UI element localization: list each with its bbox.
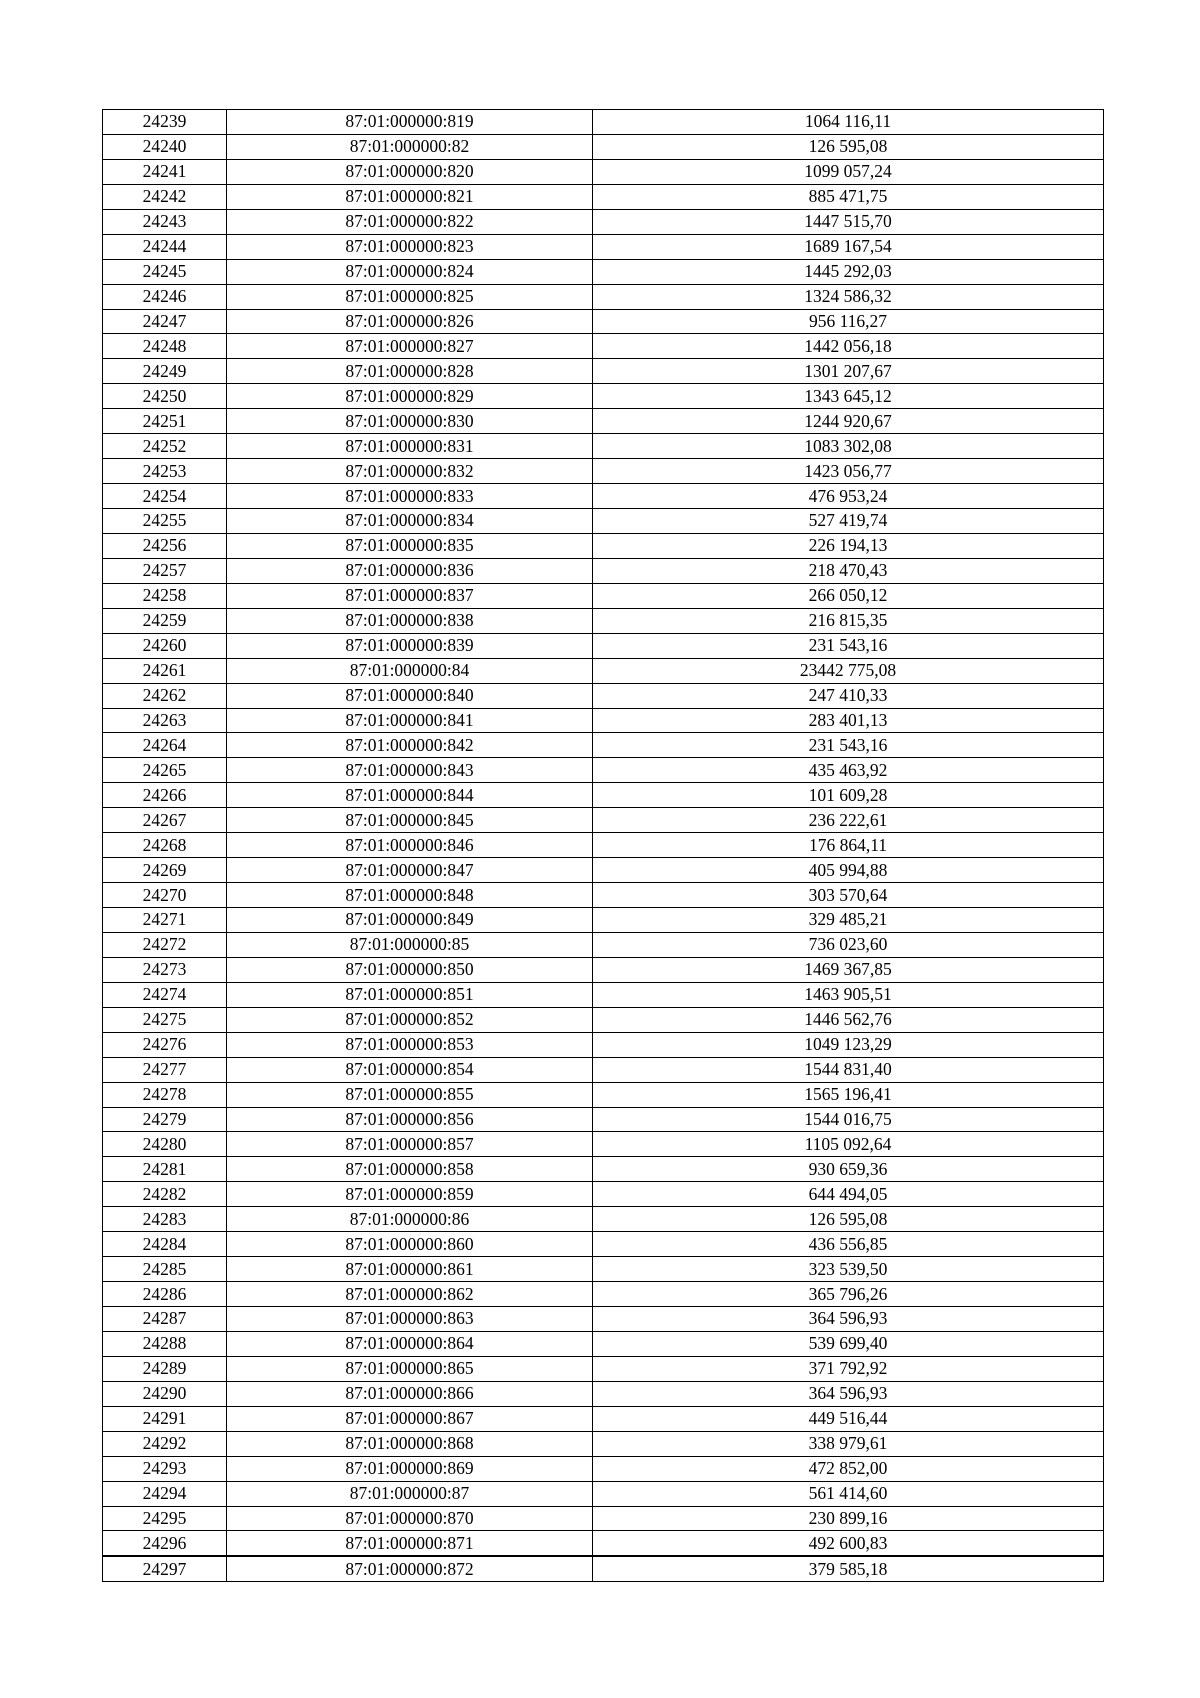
cadastral-number-cell: 87:01:000000:835 bbox=[227, 533, 593, 558]
table-row bbox=[103, 883, 1104, 908]
row-number-cell: 24268 bbox=[103, 833, 227, 858]
table-row bbox=[103, 159, 1104, 184]
cadastral-number-cell: 87:01:000000:836 bbox=[227, 558, 593, 583]
table-row bbox=[103, 334, 1104, 359]
cadastral-number-cell: 87:01:000000:857 bbox=[227, 1132, 593, 1157]
cadastral-number-cell: 87:01:000000:820 bbox=[227, 159, 593, 184]
table-row bbox=[103, 708, 1104, 733]
cadastral-number-cell: 87:01:000000:82 bbox=[227, 134, 593, 159]
cadastral-value-cell: 1099 057,24 bbox=[593, 159, 1104, 184]
cadastral-value-cell: 539 699,40 bbox=[593, 1331, 1104, 1356]
table-row bbox=[103, 1032, 1104, 1057]
cadastral-number-cell: 87:01:000000:840 bbox=[227, 683, 593, 708]
cadastral-number-cell: 87:01:000000:846 bbox=[227, 833, 593, 858]
cadastral-value-cell: 405 994,88 bbox=[593, 858, 1104, 883]
cadastral-number-cell: 87:01:000000:859 bbox=[227, 1182, 593, 1207]
row-number-cell: 24276 bbox=[103, 1032, 227, 1057]
row-number-cell: 24280 bbox=[103, 1132, 227, 1157]
cadastral-value-cell: 1083 302,08 bbox=[593, 434, 1104, 459]
table-row bbox=[103, 1331, 1104, 1356]
cadastral-number-cell: 87:01:000000:823 bbox=[227, 234, 593, 259]
row-number-cell: 24240 bbox=[103, 134, 227, 159]
row-number-cell: 24253 bbox=[103, 459, 227, 484]
cadastral-value-cell: 1469 367,85 bbox=[593, 957, 1104, 982]
table-row bbox=[103, 633, 1104, 658]
row-number-cell: 24259 bbox=[103, 608, 227, 633]
row-number-cell: 24294 bbox=[103, 1481, 227, 1506]
table-body bbox=[103, 110, 1104, 1582]
cadastral-number-cell: 87:01:000000:856 bbox=[227, 1107, 593, 1132]
table-row bbox=[103, 1182, 1104, 1207]
cadastral-number-cell: 87:01:000000:851 bbox=[227, 982, 593, 1007]
cadastral-number-cell: 87:01:000000:841 bbox=[227, 708, 593, 733]
table-row bbox=[103, 1456, 1104, 1481]
cadastral-number-cell: 87:01:000000:862 bbox=[227, 1282, 593, 1307]
table-row bbox=[103, 1207, 1104, 1232]
cadastral-number-cell: 87:01:000000:832 bbox=[227, 459, 593, 484]
table-row bbox=[103, 758, 1104, 783]
row-number-cell: 24257 bbox=[103, 558, 227, 583]
row-number-cell: 24286 bbox=[103, 1282, 227, 1307]
row-number-cell: 24282 bbox=[103, 1182, 227, 1207]
cadastral-number-cell: 87:01:000000:830 bbox=[227, 409, 593, 434]
cadastral-value-cell: 1423 056,77 bbox=[593, 459, 1104, 484]
table-row bbox=[103, 309, 1104, 334]
row-number-cell: 24283 bbox=[103, 1207, 227, 1232]
cadastral-value-cell: 930 659,36 bbox=[593, 1157, 1104, 1182]
cadastral-number-cell: 87:01:000000:827 bbox=[227, 334, 593, 359]
cadastral-value-cell: 1324 586,32 bbox=[593, 284, 1104, 309]
table-row bbox=[103, 509, 1104, 534]
cadastral-number-cell: 87:01:000000:87 bbox=[227, 1481, 593, 1506]
row-number-cell: 24272 bbox=[103, 932, 227, 957]
table-row bbox=[103, 1381, 1104, 1406]
cadastral-number-cell: 87:01:000000:868 bbox=[227, 1431, 593, 1456]
row-number-cell: 24248 bbox=[103, 334, 227, 359]
cadastral-number-cell: 87:01:000000:833 bbox=[227, 484, 593, 509]
cadastral-value-cell: 216 815,35 bbox=[593, 608, 1104, 633]
cadastral-number-cell: 87:01:000000:839 bbox=[227, 633, 593, 658]
row-number-cell: 24252 bbox=[103, 434, 227, 459]
cadastral-number-cell: 87:01:000000:825 bbox=[227, 284, 593, 309]
table-row bbox=[103, 1257, 1104, 1282]
table-row bbox=[103, 234, 1104, 259]
cadastral-number-cell: 87:01:000000:871 bbox=[227, 1531, 593, 1556]
cadastral-value-cell: 1445 292,03 bbox=[593, 259, 1104, 284]
cadastral-value-cell: 236 222,61 bbox=[593, 808, 1104, 833]
row-number-cell: 24255 bbox=[103, 509, 227, 534]
table-row bbox=[103, 957, 1104, 982]
cadastral-value-cell: 644 494,05 bbox=[593, 1182, 1104, 1207]
row-number-cell: 24270 bbox=[103, 883, 227, 908]
row-number-cell: 24256 bbox=[103, 533, 227, 558]
cadastral-value-cell: 1689 167,54 bbox=[593, 234, 1104, 259]
cadastral-value-cell: 329 485,21 bbox=[593, 908, 1104, 933]
table-row bbox=[103, 1356, 1104, 1381]
table-row bbox=[103, 858, 1104, 883]
cadastral-number-cell: 87:01:000000:864 bbox=[227, 1331, 593, 1356]
cadastral-number-cell: 87:01:000000:867 bbox=[227, 1406, 593, 1431]
row-number-cell: 24274 bbox=[103, 982, 227, 1007]
cadastral-value-cell: 435 463,92 bbox=[593, 758, 1104, 783]
cadastral-value-cell: 1544 016,75 bbox=[593, 1107, 1104, 1132]
cadastral-value-cell: 436 556,85 bbox=[593, 1232, 1104, 1257]
table-row bbox=[103, 1232, 1104, 1257]
cadastral-number-cell: 87:01:000000:834 bbox=[227, 509, 593, 534]
cadastral-value-cell: 176 864,11 bbox=[593, 833, 1104, 858]
cadastral-value-cell: 492 600,83 bbox=[593, 1531, 1104, 1556]
cadastral-number-cell: 87:01:000000:850 bbox=[227, 957, 593, 982]
table-row bbox=[103, 1431, 1104, 1456]
cadastral-value-cell: 476 953,24 bbox=[593, 484, 1104, 509]
cadastral-value-cell: 1565 196,41 bbox=[593, 1082, 1104, 1107]
cadastral-number-cell: 87:01:000000:872 bbox=[227, 1556, 593, 1581]
row-number-cell: 24261 bbox=[103, 658, 227, 683]
table-row bbox=[103, 184, 1104, 209]
cadastral-number-cell: 87:01:000000:855 bbox=[227, 1082, 593, 1107]
cadastral-value-cell: 885 471,75 bbox=[593, 184, 1104, 209]
table-row bbox=[103, 1157, 1104, 1182]
row-number-cell: 24260 bbox=[103, 633, 227, 658]
cadastral-value-cell: 230 899,16 bbox=[593, 1506, 1104, 1531]
table-row bbox=[103, 434, 1104, 459]
cadastral-value-cell: 303 570,64 bbox=[593, 883, 1104, 908]
row-number-cell: 24258 bbox=[103, 583, 227, 608]
cadastral-value-cell: 101 609,28 bbox=[593, 783, 1104, 808]
table-row bbox=[103, 384, 1104, 409]
row-number-cell: 24239 bbox=[103, 110, 227, 135]
row-number-cell: 24263 bbox=[103, 708, 227, 733]
table-row bbox=[103, 1007, 1104, 1032]
cadastral-number-cell: 87:01:000000:863 bbox=[227, 1307, 593, 1332]
row-number-cell: 24243 bbox=[103, 209, 227, 234]
cadastral-value-cell: 1244 920,67 bbox=[593, 409, 1104, 434]
cadastral-value-cell: 23442 775,08 bbox=[593, 658, 1104, 683]
table-row bbox=[103, 1057, 1104, 1082]
cadastral-value-cell: 364 596,93 bbox=[593, 1307, 1104, 1332]
cadastral-number-cell: 87:01:000000:86 bbox=[227, 1207, 593, 1232]
row-number-cell: 24242 bbox=[103, 184, 227, 209]
cadastral-value-cell: 1447 515,70 bbox=[593, 209, 1104, 234]
row-number-cell: 24278 bbox=[103, 1082, 227, 1107]
table-row bbox=[103, 209, 1104, 234]
row-number-cell: 24291 bbox=[103, 1406, 227, 1431]
cadastral-number-cell: 87:01:000000:85 bbox=[227, 932, 593, 957]
cadastral-value-cell: 1442 056,18 bbox=[593, 334, 1104, 359]
cadastral-value-cell: 364 596,93 bbox=[593, 1381, 1104, 1406]
table-row bbox=[103, 1481, 1104, 1506]
cadastral-number-cell: 87:01:000000:854 bbox=[227, 1057, 593, 1082]
row-number-cell: 24279 bbox=[103, 1107, 227, 1132]
cadastral-number-cell: 87:01:000000:819 bbox=[227, 110, 593, 135]
cadastral-number-cell: 87:01:000000:858 bbox=[227, 1157, 593, 1182]
cadastral-number-cell: 87:01:000000:860 bbox=[227, 1232, 593, 1257]
table-row bbox=[103, 284, 1104, 309]
table-row bbox=[103, 1082, 1104, 1107]
table-row bbox=[103, 259, 1104, 284]
cadastral-number-cell: 87:01:000000:865 bbox=[227, 1356, 593, 1381]
row-number-cell: 24246 bbox=[103, 284, 227, 309]
row-number-cell: 24266 bbox=[103, 783, 227, 808]
table-row bbox=[103, 982, 1104, 1007]
row-number-cell: 24297 bbox=[103, 1556, 227, 1581]
cadastral-number-cell: 87:01:000000:84 bbox=[227, 658, 593, 683]
row-number-cell: 24265 bbox=[103, 758, 227, 783]
cadastral-value-table bbox=[102, 109, 1104, 1582]
cadastral-value-cell: 226 194,13 bbox=[593, 533, 1104, 558]
cadastral-number-cell: 87:01:000000:837 bbox=[227, 583, 593, 608]
row-number-cell: 24249 bbox=[103, 359, 227, 384]
cadastral-value-cell: 1446 562,76 bbox=[593, 1007, 1104, 1032]
row-number-cell: 24250 bbox=[103, 384, 227, 409]
table-row bbox=[103, 908, 1104, 933]
cadastral-value-cell: 736 023,60 bbox=[593, 932, 1104, 957]
row-number-cell: 24296 bbox=[103, 1531, 227, 1556]
cadastral-number-cell: 87:01:000000:861 bbox=[227, 1257, 593, 1282]
table-row bbox=[103, 733, 1104, 758]
row-number-cell: 24264 bbox=[103, 733, 227, 758]
cadastral-number-cell: 87:01:000000:843 bbox=[227, 758, 593, 783]
cadastral-value-cell: 1343 645,12 bbox=[593, 384, 1104, 409]
cadastral-value-cell: 247 410,33 bbox=[593, 683, 1104, 708]
table-row bbox=[103, 683, 1104, 708]
cadastral-number-cell: 87:01:000000:838 bbox=[227, 608, 593, 633]
cadastral-value-cell: 449 516,44 bbox=[593, 1406, 1104, 1431]
cadastral-value-cell: 371 792,92 bbox=[593, 1356, 1104, 1381]
cadastral-value-cell: 1049 123,29 bbox=[593, 1032, 1104, 1057]
row-number-cell: 24269 bbox=[103, 858, 227, 883]
cadastral-value-cell: 323 539,50 bbox=[593, 1257, 1104, 1282]
table-row bbox=[103, 459, 1104, 484]
cadastral-number-cell: 87:01:000000:824 bbox=[227, 259, 593, 284]
cadastral-value-cell: 1105 092,64 bbox=[593, 1132, 1104, 1157]
cadastral-number-cell: 87:01:000000:822 bbox=[227, 209, 593, 234]
cadastral-value-cell: 379 585,18 bbox=[593, 1556, 1104, 1581]
cadastral-value-cell: 218 470,43 bbox=[593, 558, 1104, 583]
cadastral-value-cell: 527 419,74 bbox=[593, 509, 1104, 534]
row-number-cell: 24254 bbox=[103, 484, 227, 509]
table-row bbox=[103, 783, 1104, 808]
row-number-cell: 24293 bbox=[103, 1456, 227, 1481]
table-row bbox=[103, 1307, 1104, 1332]
row-number-cell: 24275 bbox=[103, 1007, 227, 1032]
row-number-cell: 24245 bbox=[103, 259, 227, 284]
row-number-cell: 24267 bbox=[103, 808, 227, 833]
row-number-cell: 24289 bbox=[103, 1356, 227, 1381]
cadastral-number-cell: 87:01:000000:852 bbox=[227, 1007, 593, 1032]
cadastral-number-cell: 87:01:000000:821 bbox=[227, 184, 593, 209]
cadastral-number-cell: 87:01:000000:849 bbox=[227, 908, 593, 933]
table-row bbox=[103, 608, 1104, 633]
cadastral-number-cell: 87:01:000000:831 bbox=[227, 434, 593, 459]
cadastral-value-cell: 1463 905,51 bbox=[593, 982, 1104, 1007]
cadastral-value-cell: 365 796,26 bbox=[593, 1282, 1104, 1307]
row-number-cell: 24251 bbox=[103, 409, 227, 434]
cadastral-value-cell: 231 543,16 bbox=[593, 733, 1104, 758]
table-row bbox=[103, 1531, 1104, 1556]
row-number-cell: 24273 bbox=[103, 957, 227, 982]
row-number-cell: 24244 bbox=[103, 234, 227, 259]
table-row bbox=[103, 484, 1104, 509]
row-number-cell: 24247 bbox=[103, 309, 227, 334]
cadastral-number-cell: 87:01:000000:844 bbox=[227, 783, 593, 808]
cadastral-number-cell: 87:01:000000:828 bbox=[227, 359, 593, 384]
table-row bbox=[103, 359, 1104, 384]
cadastral-value-cell: 231 543,16 bbox=[593, 633, 1104, 658]
table-row bbox=[103, 833, 1104, 858]
cadastral-value-cell: 338 979,61 bbox=[593, 1431, 1104, 1456]
row-number-cell: 24287 bbox=[103, 1307, 227, 1332]
table-row bbox=[103, 1282, 1104, 1307]
row-number-cell: 24262 bbox=[103, 683, 227, 708]
cadastral-value-cell: 126 595,08 bbox=[593, 134, 1104, 159]
row-number-cell: 24292 bbox=[103, 1431, 227, 1456]
row-number-cell: 24277 bbox=[103, 1057, 227, 1082]
cadastral-number-cell: 87:01:000000:869 bbox=[227, 1456, 593, 1481]
table-row bbox=[103, 134, 1104, 159]
cadastral-number-cell: 87:01:000000:853 bbox=[227, 1032, 593, 1057]
row-number-cell: 24281 bbox=[103, 1157, 227, 1182]
cadastral-number-cell: 87:01:000000:826 bbox=[227, 309, 593, 334]
table-row bbox=[103, 1506, 1104, 1531]
cadastral-number-cell: 87:01:000000:829 bbox=[227, 384, 593, 409]
table-row bbox=[103, 1107, 1104, 1132]
table-row bbox=[103, 1132, 1104, 1157]
cadastral-value-cell: 1544 831,40 bbox=[593, 1057, 1104, 1082]
table-row bbox=[103, 1406, 1104, 1431]
row-number-cell: 24290 bbox=[103, 1381, 227, 1406]
row-number-cell: 24288 bbox=[103, 1331, 227, 1356]
row-number-cell: 24295 bbox=[103, 1506, 227, 1531]
row-number-cell: 24284 bbox=[103, 1232, 227, 1257]
cadastral-value-cell: 472 852,00 bbox=[593, 1456, 1104, 1481]
table-row bbox=[103, 583, 1104, 608]
row-number-cell: 24271 bbox=[103, 908, 227, 933]
table-row bbox=[103, 1556, 1104, 1581]
table-row bbox=[103, 808, 1104, 833]
cadastral-number-cell: 87:01:000000:870 bbox=[227, 1506, 593, 1531]
table-row bbox=[103, 110, 1104, 135]
cadastral-value-cell: 283 401,13 bbox=[593, 708, 1104, 733]
cadastral-number-cell: 87:01:000000:866 bbox=[227, 1381, 593, 1406]
cadastral-number-cell: 87:01:000000:848 bbox=[227, 883, 593, 908]
table-row bbox=[103, 533, 1104, 558]
cadastral-value-cell: 956 116,27 bbox=[593, 309, 1104, 334]
cadastral-value-cell: 561 414,60 bbox=[593, 1481, 1104, 1506]
cadastral-number-cell: 87:01:000000:847 bbox=[227, 858, 593, 883]
cadastral-value-cell: 1301 207,67 bbox=[593, 359, 1104, 384]
cadastral-number-cell: 87:01:000000:842 bbox=[227, 733, 593, 758]
cadastral-value-cell: 126 595,08 bbox=[593, 1207, 1104, 1232]
cadastral-value-cell: 266 050,12 bbox=[593, 583, 1104, 608]
row-number-cell: 24241 bbox=[103, 159, 227, 184]
cadastral-number-cell: 87:01:000000:845 bbox=[227, 808, 593, 833]
table-row bbox=[103, 658, 1104, 683]
cadastral-value-cell: 1064 116,11 bbox=[593, 110, 1104, 135]
row-number-cell: 24285 bbox=[103, 1257, 227, 1282]
table-row bbox=[103, 932, 1104, 957]
table-row bbox=[103, 409, 1104, 434]
table-row bbox=[103, 558, 1104, 583]
